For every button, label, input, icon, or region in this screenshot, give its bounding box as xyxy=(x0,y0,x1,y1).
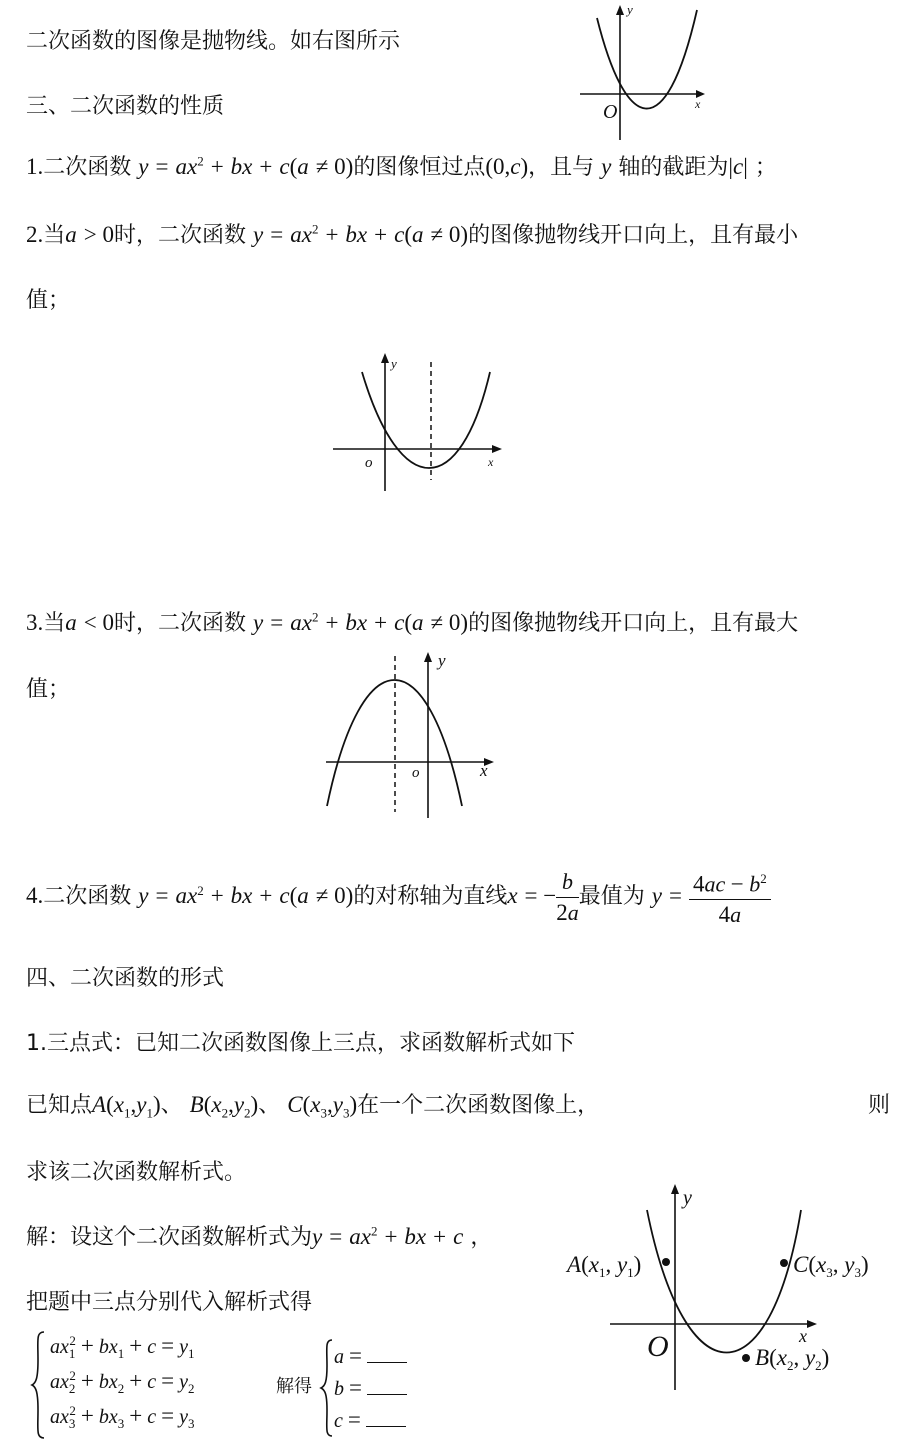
solution-c: c = xyxy=(334,1407,406,1433)
intro-line: 二次函数的图像是抛物线。如右图所示 xyxy=(26,29,401,54)
solution-line: 解：设这个二次函数解析式为$y = ax^2$ + bx + c ， xyxy=(26,1223,493,1250)
svg-text:A(x1, y1): $A(x_1$, $y_1$) xyxy=(567,1252,642,1280)
svg-text:O: O xyxy=(603,101,618,123)
three-point-form: 1.三点式：已知二次函数图像上三点，求函数解析式如下 xyxy=(26,1031,575,1056)
svg-text:y: y xyxy=(627,2,633,17)
svg-text:x: x xyxy=(695,97,701,111)
section-heading-3: 三、二次函数的性质 xyxy=(26,94,225,119)
svg-text:x: x xyxy=(488,455,494,469)
equation-1: $ax_1^2 + bx_1 + c = y_1$ xyxy=(50,1333,195,1361)
svg-text:B(x2, y2): $B(x_2$, $y_2$) xyxy=(755,1345,830,1373)
svg-text:y: y xyxy=(391,356,397,371)
find-expression: 求该二次函数解析式。 xyxy=(26,1160,247,1185)
svg-text:o: o xyxy=(365,455,373,471)
svg-text:x: x xyxy=(799,1326,807,1346)
equation-2: $ax_2^2 + bx_2 + c = y_2$ xyxy=(50,1368,195,1396)
left-brace xyxy=(30,1330,50,1440)
given-points-line: 已知点$A(x_1,y_1)$、 $B(x_2,y_2)$、 $C(x_3,y_3)$在一个二次函数图像上， 则 xyxy=(26,1092,891,1121)
solve-label: 解得 xyxy=(276,1376,312,1397)
property-2: 2.当a > 0时，二次函数 $y = ax^2$ + bx + c(a ≠ 0)的图像抛物线开口向上，且有最小 xyxy=(26,221,799,248)
section-heading-4: 四、二次函数的形式 xyxy=(26,966,225,991)
svg-text:C(x3, y3): $C(x_3$, $y_3$) xyxy=(793,1252,869,1280)
svg-text:O: O xyxy=(647,1330,669,1363)
property-3-cont: 值； xyxy=(26,677,71,702)
property-3: 3.当a < 0时，二次函数 $y = ax^2$ + bx + c(a ≠ 0)的图像抛物线开口向上，且有最大 xyxy=(26,609,799,636)
substitute-line: 把题中三点分别代入解析式得 xyxy=(26,1290,313,1315)
solution-b: b = xyxy=(334,1375,407,1401)
solution-a: a = xyxy=(334,1343,407,1369)
svg-text:y: y xyxy=(683,1187,692,1209)
svg-text:y: y xyxy=(438,651,446,670)
equation-3: $ax_3^2 + bx_3 + c = y_3$ xyxy=(50,1403,195,1431)
parabola-graph-down xyxy=(322,648,502,823)
parabola-graph-1 xyxy=(575,0,715,140)
property-1: 1.二次函数 $y = ax^2$ + bx + c(a ≠ 0)的图像恒过点(0,c)，且与 y 轴的截距为|c| ； xyxy=(26,153,777,180)
svg-text:x: x xyxy=(480,761,488,780)
three-point-graph xyxy=(565,1180,895,1440)
property-4: 4.二次函数 $y = ax^2$ + bx + c(a ≠ 0)的对称轴为直线x = − $\frac{b}{2a}$ 最值为 y = $\frac{4ac - b^2}{4a}$ xyxy=(26,864,771,930)
svg-text:o: o xyxy=(412,765,420,781)
parabola-graph-up xyxy=(330,350,510,500)
property-2-cont: 值； xyxy=(26,288,71,313)
